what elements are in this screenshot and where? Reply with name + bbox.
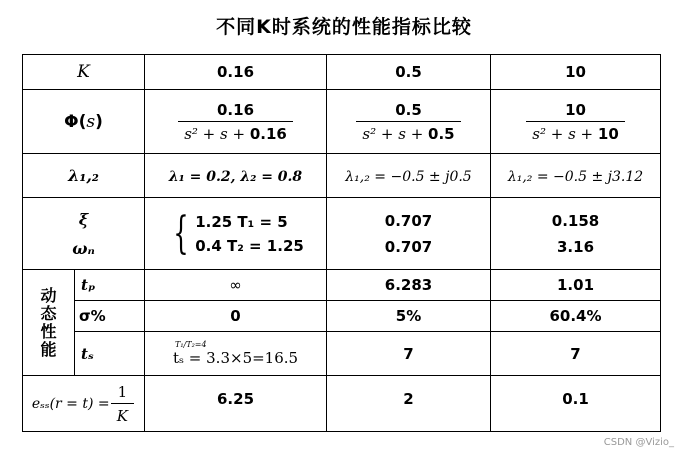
dynamic-group-label: 动 态 性 能 bbox=[23, 270, 75, 376]
transfer-cell-k1: $\frac{0.16}{\text{s² + s + 0.16}}$ bbox=[145, 90, 327, 154]
damping-row bbox=[23, 198, 661, 270]
ess-row bbox=[23, 376, 661, 432]
damping-cell-k1 bbox=[145, 198, 327, 270]
omega-symbol: ωₙ bbox=[72, 238, 95, 258]
transfer-cell-k2: $\frac{0.5}{\text{s² + s + 0.5}}$ bbox=[327, 90, 491, 154]
lambda-label: λ₁,₂ bbox=[23, 154, 145, 198]
damping-cell-k2: 0.707 0.707 bbox=[327, 198, 491, 270]
sigma-label: σ% bbox=[75, 301, 145, 332]
ts-note: T₁/T₂=4 bbox=[175, 340, 207, 349]
ess-cell-k3: 0.1 bbox=[491, 376, 661, 432]
transfer-row bbox=[23, 90, 661, 154]
brace-symbol: { bbox=[173, 207, 189, 259]
transfer-cell-k3: $\frac{10}{\text{s² + s + 10}}$ bbox=[491, 90, 661, 154]
lambda-cell-k1: λ₁ = 0.2, λ₂ = 0.8 bbox=[145, 154, 327, 198]
damping-cell-k3: 0.158 3.16 bbox=[491, 198, 661, 270]
header-param: K bbox=[23, 55, 145, 90]
comparison-table bbox=[22, 54, 661, 432]
ess-label: eₛₛ(r = t) = $\frac{1}{K}$ bbox=[23, 376, 145, 432]
brace-line-2: 0.4 T₂ = 1.25 bbox=[195, 236, 304, 255]
lambda-cell-k3: λ₁,₂ = −0.5 ± j3.12 bbox=[491, 154, 661, 198]
tp-label: tₚ bbox=[75, 270, 145, 301]
ts-cell-k2: 7 bbox=[327, 332, 491, 376]
watermark: CSDN @Vizio_ bbox=[603, 437, 674, 448]
tp-cell-k2: 6.283 bbox=[327, 270, 491, 301]
table-title: 不同K时系统的性能指标比较 bbox=[216, 16, 472, 38]
ts-label: tₛ bbox=[75, 332, 145, 376]
tp-cell-k1: ∞ bbox=[145, 270, 327, 301]
ess-cell-k2: 2 bbox=[327, 376, 491, 432]
header-k3: 10 bbox=[491, 55, 661, 90]
sigma-cell-k2: 5% bbox=[327, 301, 491, 332]
header-k2: 0.5 bbox=[327, 55, 491, 90]
header-k1: 0.16 bbox=[145, 55, 327, 90]
ess-cell-k1: 6.25 bbox=[145, 376, 327, 432]
ts-formula: tₛ = 3.3×5=16.5 bbox=[172, 349, 299, 367]
lambda-cell-k2: λ₁,₂ = −0.5 ± j0.5 bbox=[327, 154, 491, 198]
lambda-row bbox=[23, 154, 661, 198]
brace-line-1: 1.25 T₁ = 5 bbox=[195, 212, 288, 231]
transfer-label: Φ(s) bbox=[23, 90, 145, 154]
ts-row bbox=[23, 332, 661, 376]
header-row bbox=[23, 55, 661, 90]
damping-label bbox=[23, 198, 145, 270]
sigma-row bbox=[23, 301, 661, 332]
ts-cell-k3: 7 bbox=[491, 332, 661, 376]
tp-cell-k3: 1.01 bbox=[491, 270, 661, 301]
xi-symbol: ξ bbox=[78, 209, 89, 229]
sigma-cell-k1: 0 bbox=[145, 301, 327, 332]
sigma-cell-k3: 60.4% bbox=[491, 301, 661, 332]
tp-row bbox=[23, 270, 661, 301]
ts-cell-k1 bbox=[145, 332, 327, 376]
